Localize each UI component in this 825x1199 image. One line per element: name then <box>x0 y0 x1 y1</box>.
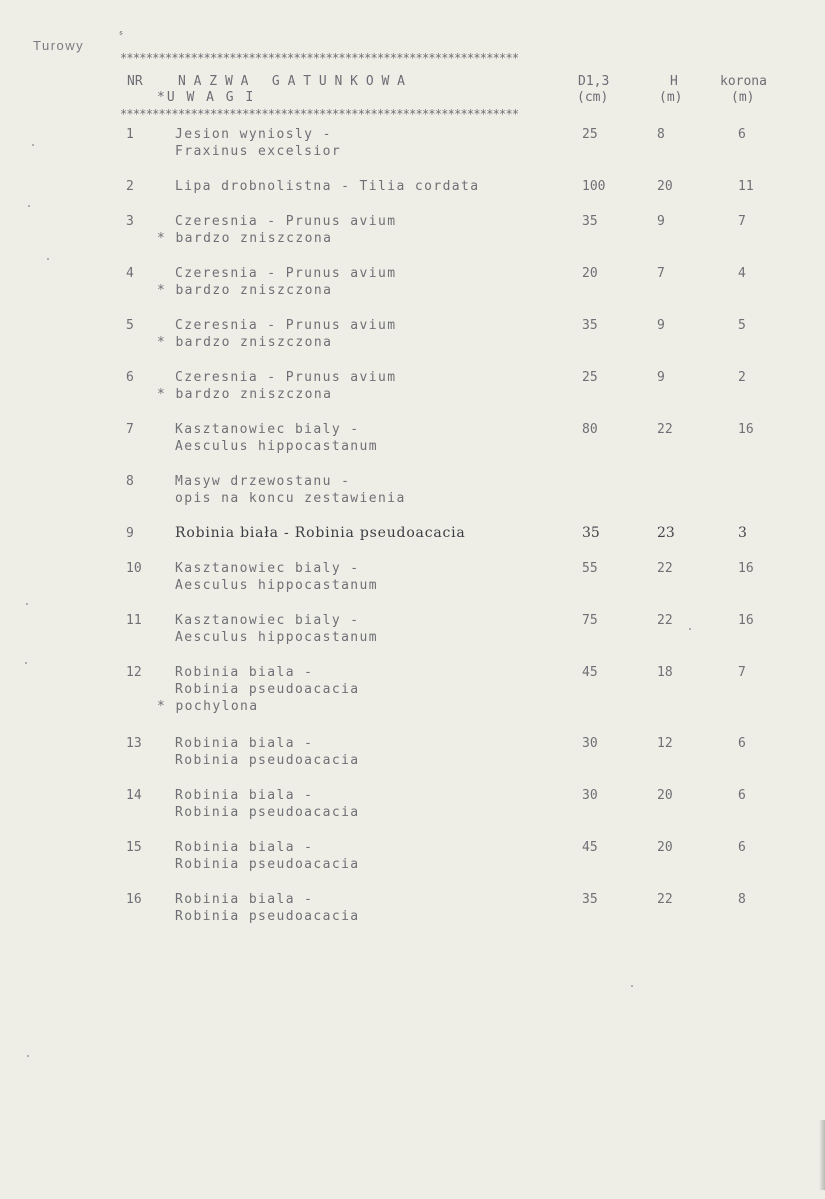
row-number: 15 <box>126 840 142 855</box>
height-value: 20 <box>657 179 673 194</box>
scan-speck <box>32 144 34 146</box>
row-number: 6 <box>126 370 134 385</box>
height-value: 23 <box>657 525 675 541</box>
row-number: 11 <box>126 613 142 628</box>
crown-value: 8 <box>738 892 746 907</box>
height-value: 9 <box>657 318 665 333</box>
table-row <box>0 317 825 371</box>
dbh-value: 35 <box>582 214 598 229</box>
height-value: 8 <box>657 127 665 142</box>
column-height-header: H <box>670 74 678 89</box>
column-crown-unit: (m) <box>731 90 755 105</box>
remark-note: * pochylona <box>157 699 259 714</box>
height-value: 12 <box>657 736 673 751</box>
row-number: 9 <box>126 526 134 541</box>
dbh-value: 75 <box>582 613 598 628</box>
crown-value: 7 <box>738 665 746 680</box>
dbh-value: 100 <box>582 179 606 194</box>
species-name: Masyw drzewostanu - opis na koncu zestawienia <box>175 474 406 506</box>
column-remarks-header: *U W A G I <box>157 90 256 105</box>
header-left-label: Turowy <box>33 38 85 53</box>
column-nr-header: NR <box>127 74 143 89</box>
remark-note: * bardzo zniszczona <box>157 231 333 246</box>
dbh-value: 35 <box>582 318 598 333</box>
height-value: 22 <box>657 561 673 576</box>
scan-speck <box>25 662 27 664</box>
row-number: 13 <box>126 736 142 751</box>
species-name: Robinia biala - Robinia pseudoacacia <box>175 736 360 768</box>
table-row <box>0 560 825 614</box>
dbh-value: 80 <box>582 422 598 437</box>
height-value: 9 <box>657 214 665 229</box>
row-number: 7 <box>126 422 134 437</box>
table-row <box>0 369 825 423</box>
row-number: 10 <box>126 561 142 576</box>
scan-speck <box>28 205 30 207</box>
separator-header: ************************************************************** <box>120 108 519 120</box>
header-mark: ˢ <box>118 30 125 41</box>
table-row <box>0 664 825 718</box>
column-crown-header: korona <box>720 74 767 89</box>
scan-edge-shadow <box>819 1120 825 1190</box>
table-row <box>0 126 825 180</box>
species-name: Robinia biala - Robinia pseudoacacia <box>175 840 360 872</box>
species-name: Robinia biała - Robinia pseudoacacia <box>175 525 466 541</box>
scan-speck <box>27 1055 29 1057</box>
table-row <box>0 839 825 893</box>
crown-value: 16 <box>738 422 754 437</box>
dbh-value: 35 <box>582 892 598 907</box>
column-height-unit: (m) <box>659 90 683 105</box>
dbh-value: 30 <box>582 736 598 751</box>
height-value: 20 <box>657 788 673 803</box>
remark-note: * bardzo zniszczona <box>157 335 333 350</box>
dbh-value: 45 <box>582 665 598 680</box>
height-value: 7 <box>657 266 665 281</box>
height-value: 9 <box>657 370 665 385</box>
crown-value: 6 <box>738 736 746 751</box>
species-name: Jesion wyniosly - Fraxinus excelsior <box>175 127 342 159</box>
crown-value: 2 <box>738 370 746 385</box>
species-name: Robinia biala - Robinia pseudoacacia <box>175 665 360 697</box>
crown-value: 7 <box>738 214 746 229</box>
row-number: 4 <box>126 266 134 281</box>
scan-speck <box>47 258 49 260</box>
row-number: 12 <box>126 665 142 680</box>
row-number: 3 <box>126 214 134 229</box>
dbh-value: 55 <box>582 561 598 576</box>
species-name: Kasztanowiec bialy - Aesculus hippocastanum <box>175 613 378 645</box>
dbh-value: 45 <box>582 840 598 855</box>
crown-value: 16 <box>738 561 754 576</box>
row-number: 14 <box>126 788 142 803</box>
column-dbh-unit: (cm) <box>577 90 609 105</box>
species-name: Robinia biala - Robinia pseudoacacia <box>175 892 360 924</box>
table-row <box>0 612 825 666</box>
scan-speck <box>26 603 28 605</box>
scan-speck <box>631 985 633 987</box>
table-row <box>0 787 825 841</box>
column-name-header: N A Z W A G A T U N K O W A <box>178 74 405 89</box>
species-name: Czeresnia - Prunus avium <box>175 370 397 385</box>
dbh-value: 20 <box>582 266 598 281</box>
table-row <box>0 265 825 319</box>
height-value: 18 <box>657 665 673 680</box>
row-number: 2 <box>126 179 134 194</box>
row-number: 1 <box>126 127 134 142</box>
scan-speck <box>689 628 691 630</box>
height-value: 20 <box>657 840 673 855</box>
crown-value: 6 <box>738 788 746 803</box>
table-row <box>0 735 825 789</box>
table-row <box>0 213 825 267</box>
remark-note: * bardzo zniszczona <box>157 283 333 298</box>
table-row <box>0 891 825 945</box>
height-value: 22 <box>657 422 673 437</box>
crown-value: 16 <box>738 613 754 628</box>
table-row <box>0 473 825 527</box>
row-number: 16 <box>126 892 142 907</box>
species-name: Czeresnia - Prunus avium <box>175 266 397 281</box>
crown-value: 3 <box>738 525 747 541</box>
dbh-value: 25 <box>582 127 598 142</box>
crown-value: 5 <box>738 318 746 333</box>
height-value: 22 <box>657 613 673 628</box>
species-name: Czeresnia - Prunus avium <box>175 214 397 229</box>
table-row <box>0 421 825 475</box>
species-name: Kasztanowiec bialy - Aesculus hippocastanum <box>175 422 378 454</box>
separator-top: ************************************************************** <box>120 52 519 64</box>
species-name: Kasztanowiec bialy - Aesculus hippocastanum <box>175 561 378 593</box>
dbh-value: 35 <box>582 525 600 541</box>
species-name: Lipa drobnolistna - Tilia cordata <box>175 179 480 194</box>
row-number: 8 <box>126 474 134 489</box>
species-name: Czeresnia - Prunus avium <box>175 318 397 333</box>
crown-value: 11 <box>738 179 754 194</box>
column-dbh-header: D1,3 <box>578 74 610 89</box>
remark-note: * bardzo zniszczona <box>157 387 333 402</box>
dbh-value: 25 <box>582 370 598 385</box>
row-number: 5 <box>126 318 134 333</box>
crown-value: 4 <box>738 266 746 281</box>
height-value: 22 <box>657 892 673 907</box>
species-name: Robinia biala - Robinia pseudoacacia <box>175 788 360 820</box>
crown-value: 6 <box>738 127 746 142</box>
dbh-value: 30 <box>582 788 598 803</box>
crown-value: 6 <box>738 840 746 855</box>
